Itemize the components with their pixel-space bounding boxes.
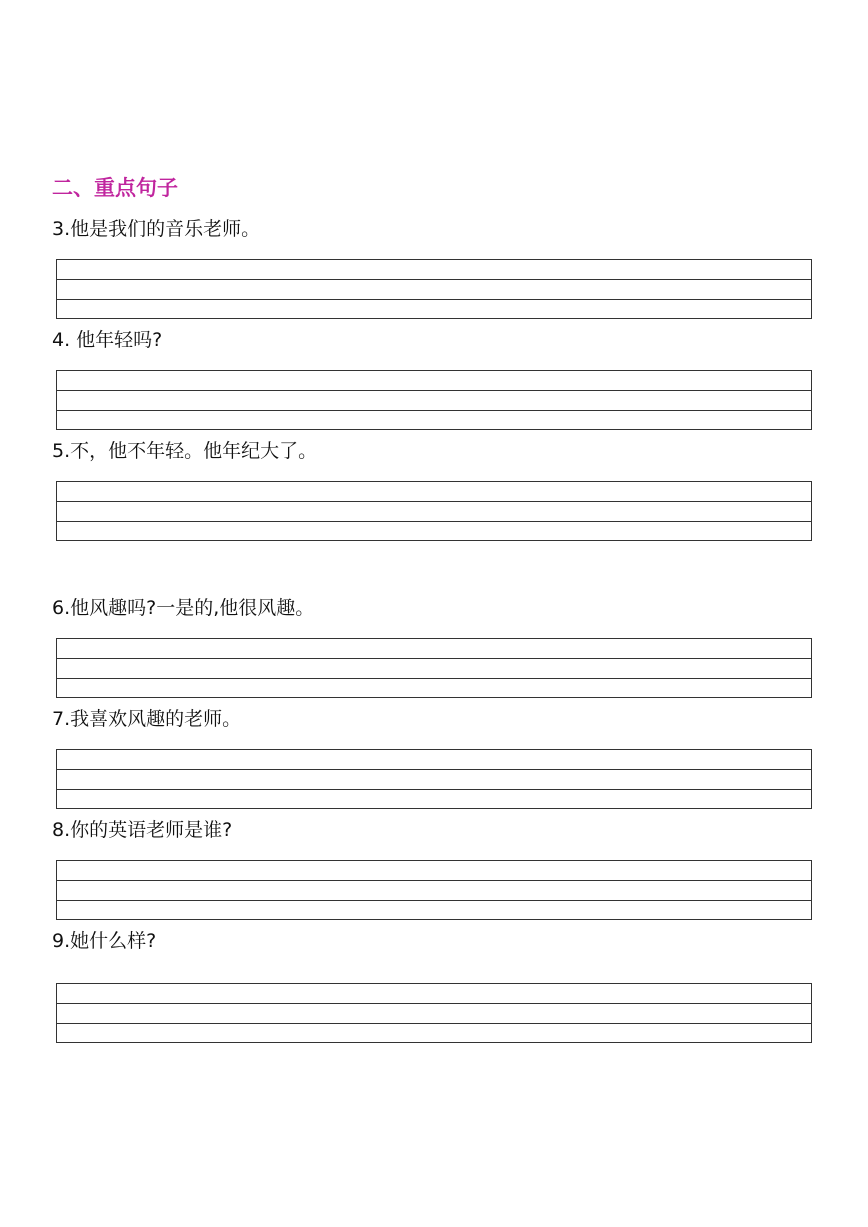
writing-line[interactable] xyxy=(57,522,811,542)
item-prompt-3: 3.他是我们的音乐老师。 xyxy=(52,218,261,240)
item-prompt-9: 9.她什么样? xyxy=(52,930,157,952)
writing-box-7[interactable] xyxy=(56,749,812,809)
writing-box-4[interactable] xyxy=(56,370,812,430)
writing-line[interactable] xyxy=(57,482,811,502)
writing-line[interactable] xyxy=(57,300,811,320)
writing-line[interactable] xyxy=(57,260,811,280)
writing-line[interactable] xyxy=(57,881,811,901)
writing-box-5[interactable] xyxy=(56,481,812,541)
writing-line[interactable] xyxy=(57,502,811,522)
writing-line[interactable] xyxy=(57,790,811,810)
writing-box-9[interactable] xyxy=(56,983,812,1043)
item-prompt-5: 5.不，他不年轻。他年纪大了。 xyxy=(52,440,318,462)
writing-line[interactable] xyxy=(57,391,811,411)
writing-line[interactable] xyxy=(57,371,811,391)
writing-line[interactable] xyxy=(57,679,811,699)
writing-line[interactable] xyxy=(57,984,811,1004)
writing-line[interactable] xyxy=(57,861,811,881)
item-prompt-8: 8.你的英语老师是谁? xyxy=(52,819,233,841)
writing-line[interactable] xyxy=(57,411,811,431)
writing-line[interactable] xyxy=(57,659,811,679)
writing-line[interactable] xyxy=(57,1024,811,1044)
item-prompt-6: 6.他风趣吗?一是的,他很风趣。 xyxy=(52,597,315,619)
writing-line[interactable] xyxy=(57,280,811,300)
writing-line[interactable] xyxy=(57,639,811,659)
writing-line[interactable] xyxy=(57,750,811,770)
writing-box-6[interactable] xyxy=(56,638,812,698)
section-title: 二、重点句子 xyxy=(52,176,178,200)
writing-box-8[interactable] xyxy=(56,860,812,920)
writing-line[interactable] xyxy=(57,901,811,921)
writing-line[interactable] xyxy=(57,1004,811,1024)
writing-box-3[interactable] xyxy=(56,259,812,319)
item-prompt-4: 4. 他年轻吗? xyxy=(52,329,163,351)
writing-line[interactable] xyxy=(57,770,811,790)
item-prompt-7: 7.我喜欢风趣的老师。 xyxy=(52,708,242,730)
